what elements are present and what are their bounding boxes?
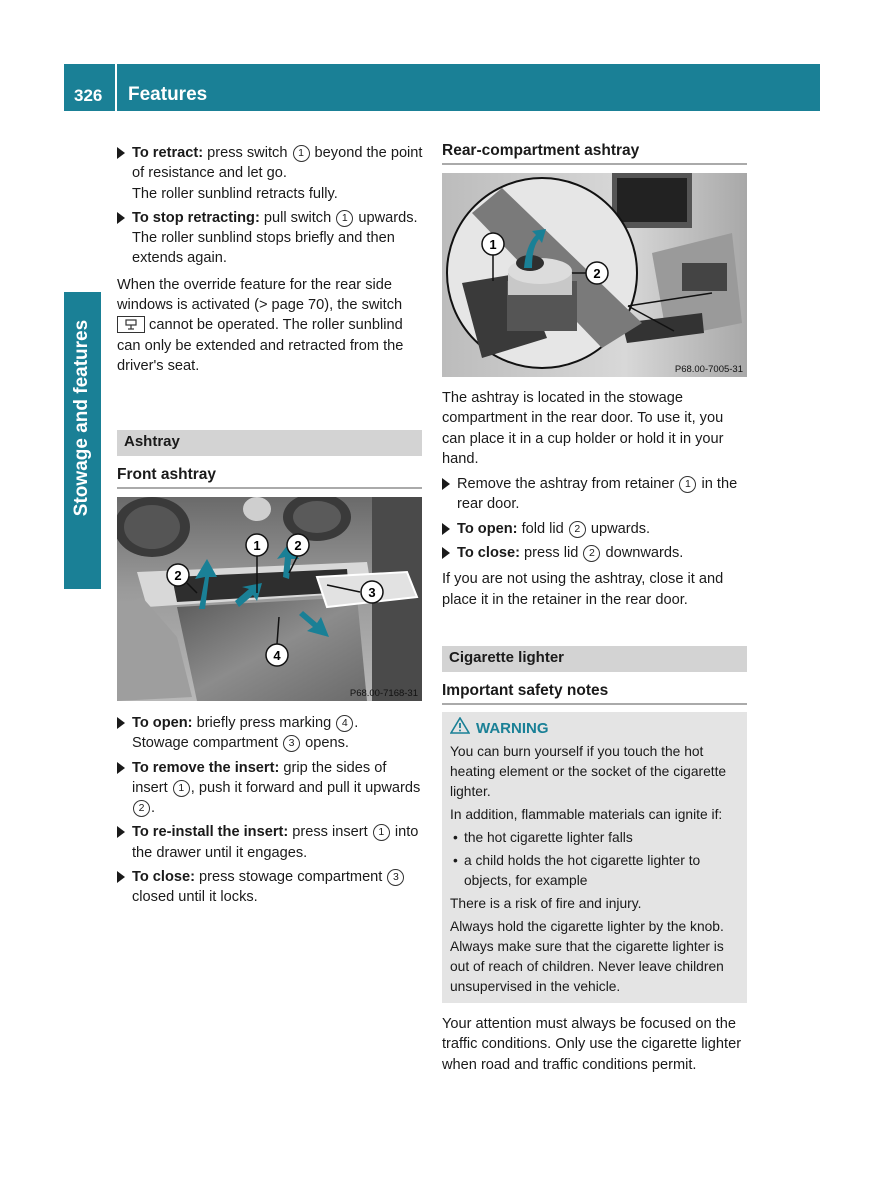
step-result: The roller sunblind stops briefly and then extends again.: [132, 230, 395, 267]
left-column-top: [117, 143, 423, 376]
override-paragraph: When the override feature for the rear side windows is activated (> page 70), the switch cannot be operated. The roller sunblind can only be extended and retracted from the driver's seat.: [117, 276, 404, 374]
callout-circle: 1: [373, 824, 390, 841]
callout-circle: 2: [583, 545, 600, 562]
callout-circle: 4: [336, 715, 353, 732]
cigarette-lighter-heading: Cigarette lighter: [442, 646, 747, 672]
warning-triangle-icon: [450, 717, 470, 740]
warning-p4: Always hold the cigarette lighter by the knob. Always make sure that the cigarette lighter is out of reach of children. Never leave children unsupervised in the vehicle.: [450, 919, 724, 994]
step-result: The roller sunblind retracts fully.: [132, 185, 338, 202]
rear-photo-callout-1: 1: [489, 237, 497, 252]
step-arrow-icon: [117, 212, 125, 224]
warning-p2: In addition, flammable materials can ignite if:: [450, 807, 723, 822]
rear-ashtray-photo: [442, 173, 747, 377]
right-column-text: [442, 388, 748, 610]
step-retract: To retract: press switch 1 beyond the point of resistance and let go. The roller sunblind retracts fully.: [117, 143, 423, 204]
warning-box: [442, 712, 747, 1003]
step-arrow-icon: [117, 826, 125, 838]
attention-paragraph-wrap: [442, 1014, 750, 1075]
header-separator: [115, 64, 117, 111]
step-arrow-icon: [442, 547, 450, 559]
step-reinstall-insert: To re-install the insert: press insert 1 into the drawer until it engages.: [117, 822, 423, 863]
attention-paragraph: Your attention must always be focused on the traffic conditions. Only use the cigarette lighter when road and traffic conditions permit.: [442, 1016, 742, 1073]
front-ashtray-photo: [117, 497, 422, 701]
warning-bullet: • a child holds the hot cigarette lighter to objects, for example: [450, 851, 739, 891]
warning-bullet: • the hot cigarette lighter falls: [450, 828, 739, 848]
photo-callout-4: 4: [273, 648, 281, 663]
section-title: Features: [128, 84, 208, 105]
step-arrow-icon: [117, 717, 125, 729]
step-arrow-icon: [442, 478, 450, 490]
callout-circle: 2: [569, 521, 586, 538]
rear-photo-code: P68.00-7005-31: [674, 364, 743, 375]
photo-callout-2: 2: [294, 538, 302, 553]
warning-p3: There is a risk of fire and injury.: [450, 896, 642, 911]
callout-circle: 3: [283, 735, 300, 752]
callout-circle: 1: [679, 476, 696, 493]
side-tab-label-wrap: [64, 292, 101, 544]
photo-callout-2b: 2: [174, 568, 182, 583]
step-arrow-icon: [117, 871, 125, 883]
rear-photo-callout-2: 2: [593, 266, 601, 281]
page-number: 326: [74, 86, 103, 105]
photo-callout-3: 3: [368, 585, 376, 600]
front-ashtray-heading: Front ashtray: [117, 466, 422, 489]
callout-circle: 2: [133, 800, 150, 817]
not-using-paragraph: If you are not using the ashtray, close it and place it in the retainer in the rear door.: [442, 571, 724, 608]
rear-ashtray-heading: Rear-compartment ashtray: [442, 142, 747, 165]
step-close: To close: press stowage compartment 3 closed until it locks.: [117, 867, 423, 908]
step-arrow-icon: [117, 762, 125, 774]
callout-circle: 3: [387, 869, 404, 886]
step-arrow-icon: [117, 147, 125, 159]
photo-code: P68.00-7168-31: [349, 688, 418, 699]
left-column-bottom: [117, 713, 423, 912]
photo-callout-1: 1: [253, 538, 261, 553]
step-remove-insert: To remove the insert: grip the sides of insert 1 , push it forward and pull it upwards 2 .: [117, 758, 423, 819]
rear-intro: The ashtray is located in the stowage compartment in the rear door. To use it, you can place it in a cup holder or hold it in your hand.: [442, 390, 724, 467]
callout-circle: 1: [336, 210, 353, 227]
side-tab-label: Stowage and features: [71, 319, 93, 517]
callout-circle: 1: [173, 780, 190, 797]
step-open: To open: briefly press marking 4 . Stowage compartment 3 opens.: [117, 713, 423, 754]
safety-notes-heading: Important safety notes: [442, 682, 747, 705]
ashtray-heading: Ashtray: [117, 430, 422, 456]
step-stop-retracting: To stop retracting: pull switch 1 upwards. The roller sunblind stops briefly and then extends again.: [117, 208, 423, 269]
callout-circle: 1: [293, 145, 310, 162]
step-arrow-icon: [442, 523, 450, 535]
warning-p1: You can burn yourself if you touch the hot heating element or the socket of the cigarette lighter.: [450, 744, 727, 799]
sunblind-switch-icon: [117, 316, 145, 333]
step-close-lid: To close: press lid 2 downwards.: [442, 543, 748, 563]
step-open-lid: To open: fold lid 2 upwards.: [442, 519, 748, 539]
warning-title: WARNING: [450, 717, 739, 740]
step-remove-ashtray: Remove the ashtray from retainer 1 in the rear door.: [442, 474, 748, 515]
